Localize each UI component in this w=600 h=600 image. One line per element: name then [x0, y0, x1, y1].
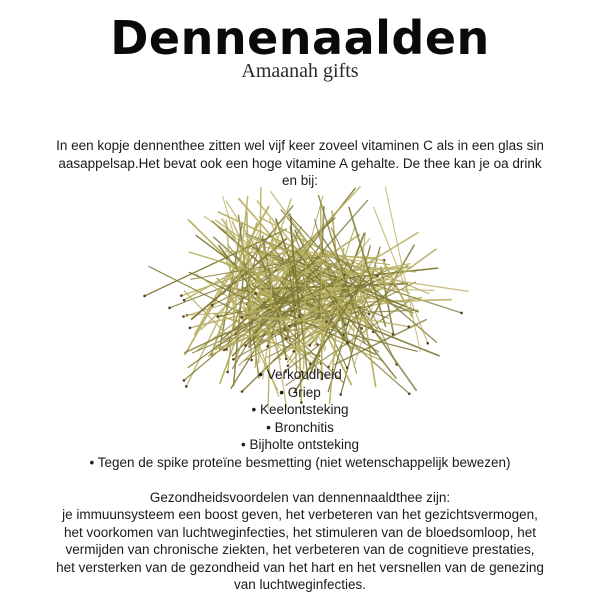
needle-tip — [292, 350, 295, 353]
intro-line: en bij: — [281, 173, 319, 188]
benefits-line: het versterken van de gezondheid van het hart en het versnellen van de genezing — [56, 559, 544, 575]
needle-tip — [408, 325, 411, 328]
brand-name: Amaanah gifts — [241, 60, 359, 82]
needle-tip — [182, 315, 185, 318]
intro-text — [40, 137, 560, 190]
benefits-line: van luchtweginfecties. — [233, 577, 367, 592]
needle-tip — [232, 358, 235, 361]
benefits-text — [40, 506, 560, 594]
needle-tip — [346, 341, 349, 344]
needle-tip — [180, 294, 183, 297]
benefits-line: het voorkomen van luchtweginfecties, het stimuleren van de bloedsomloop, het — [63, 524, 537, 540]
needle-tip — [216, 315, 219, 318]
benefits-line: vermijden van chronische ziekten, het verbeteren van de cognitieve prestaties, — [65, 542, 535, 557]
needle-tip — [183, 299, 186, 302]
needle-tip — [168, 307, 171, 310]
needle-tip — [211, 304, 214, 307]
needle-tip — [244, 344, 247, 347]
intro-line: In een kopje dennenthee zitten wel vijf keer zoveel vitaminen C als in een glas sin — [56, 138, 544, 153]
list-item: • Bijholte ontsteking — [240, 437, 360, 452]
list-item: • Verkoudheid — [258, 367, 342, 382]
list-item: • Bronchitis — [266, 419, 334, 435]
list-item: • Keelontsteking — [251, 402, 349, 417]
needle-tip — [460, 312, 463, 315]
needle-tip — [254, 292, 257, 295]
needle-tip — [426, 342, 429, 345]
needle-tip — [189, 327, 192, 330]
benefits-line: je immuunsysteem een boost geven, het verbeteren van het gezichtsvermogen, — [62, 507, 538, 522]
list-item: • Tegen de spike proteïne besmetting (niet wetenschappelijk bewezen) — [89, 454, 511, 470]
intro-line: aasappelsap.Het bevat ook een hoge vitamine A gehalte. De thee kan je oa drink — [58, 155, 542, 171]
ailment-list — [0, 366, 600, 471]
needle-tip — [266, 345, 269, 348]
list-item: • Griep — [279, 384, 321, 400]
needle-tip — [285, 358, 288, 361]
needle-tip — [143, 295, 146, 298]
needle-tip — [250, 359, 253, 362]
benefits-heading: Gezondheidsvoordelen van dennennaaldthee zijn: — [149, 490, 451, 505]
page-title: Dennenaalden — [110, 11, 490, 65]
needle-tip — [285, 337, 288, 340]
